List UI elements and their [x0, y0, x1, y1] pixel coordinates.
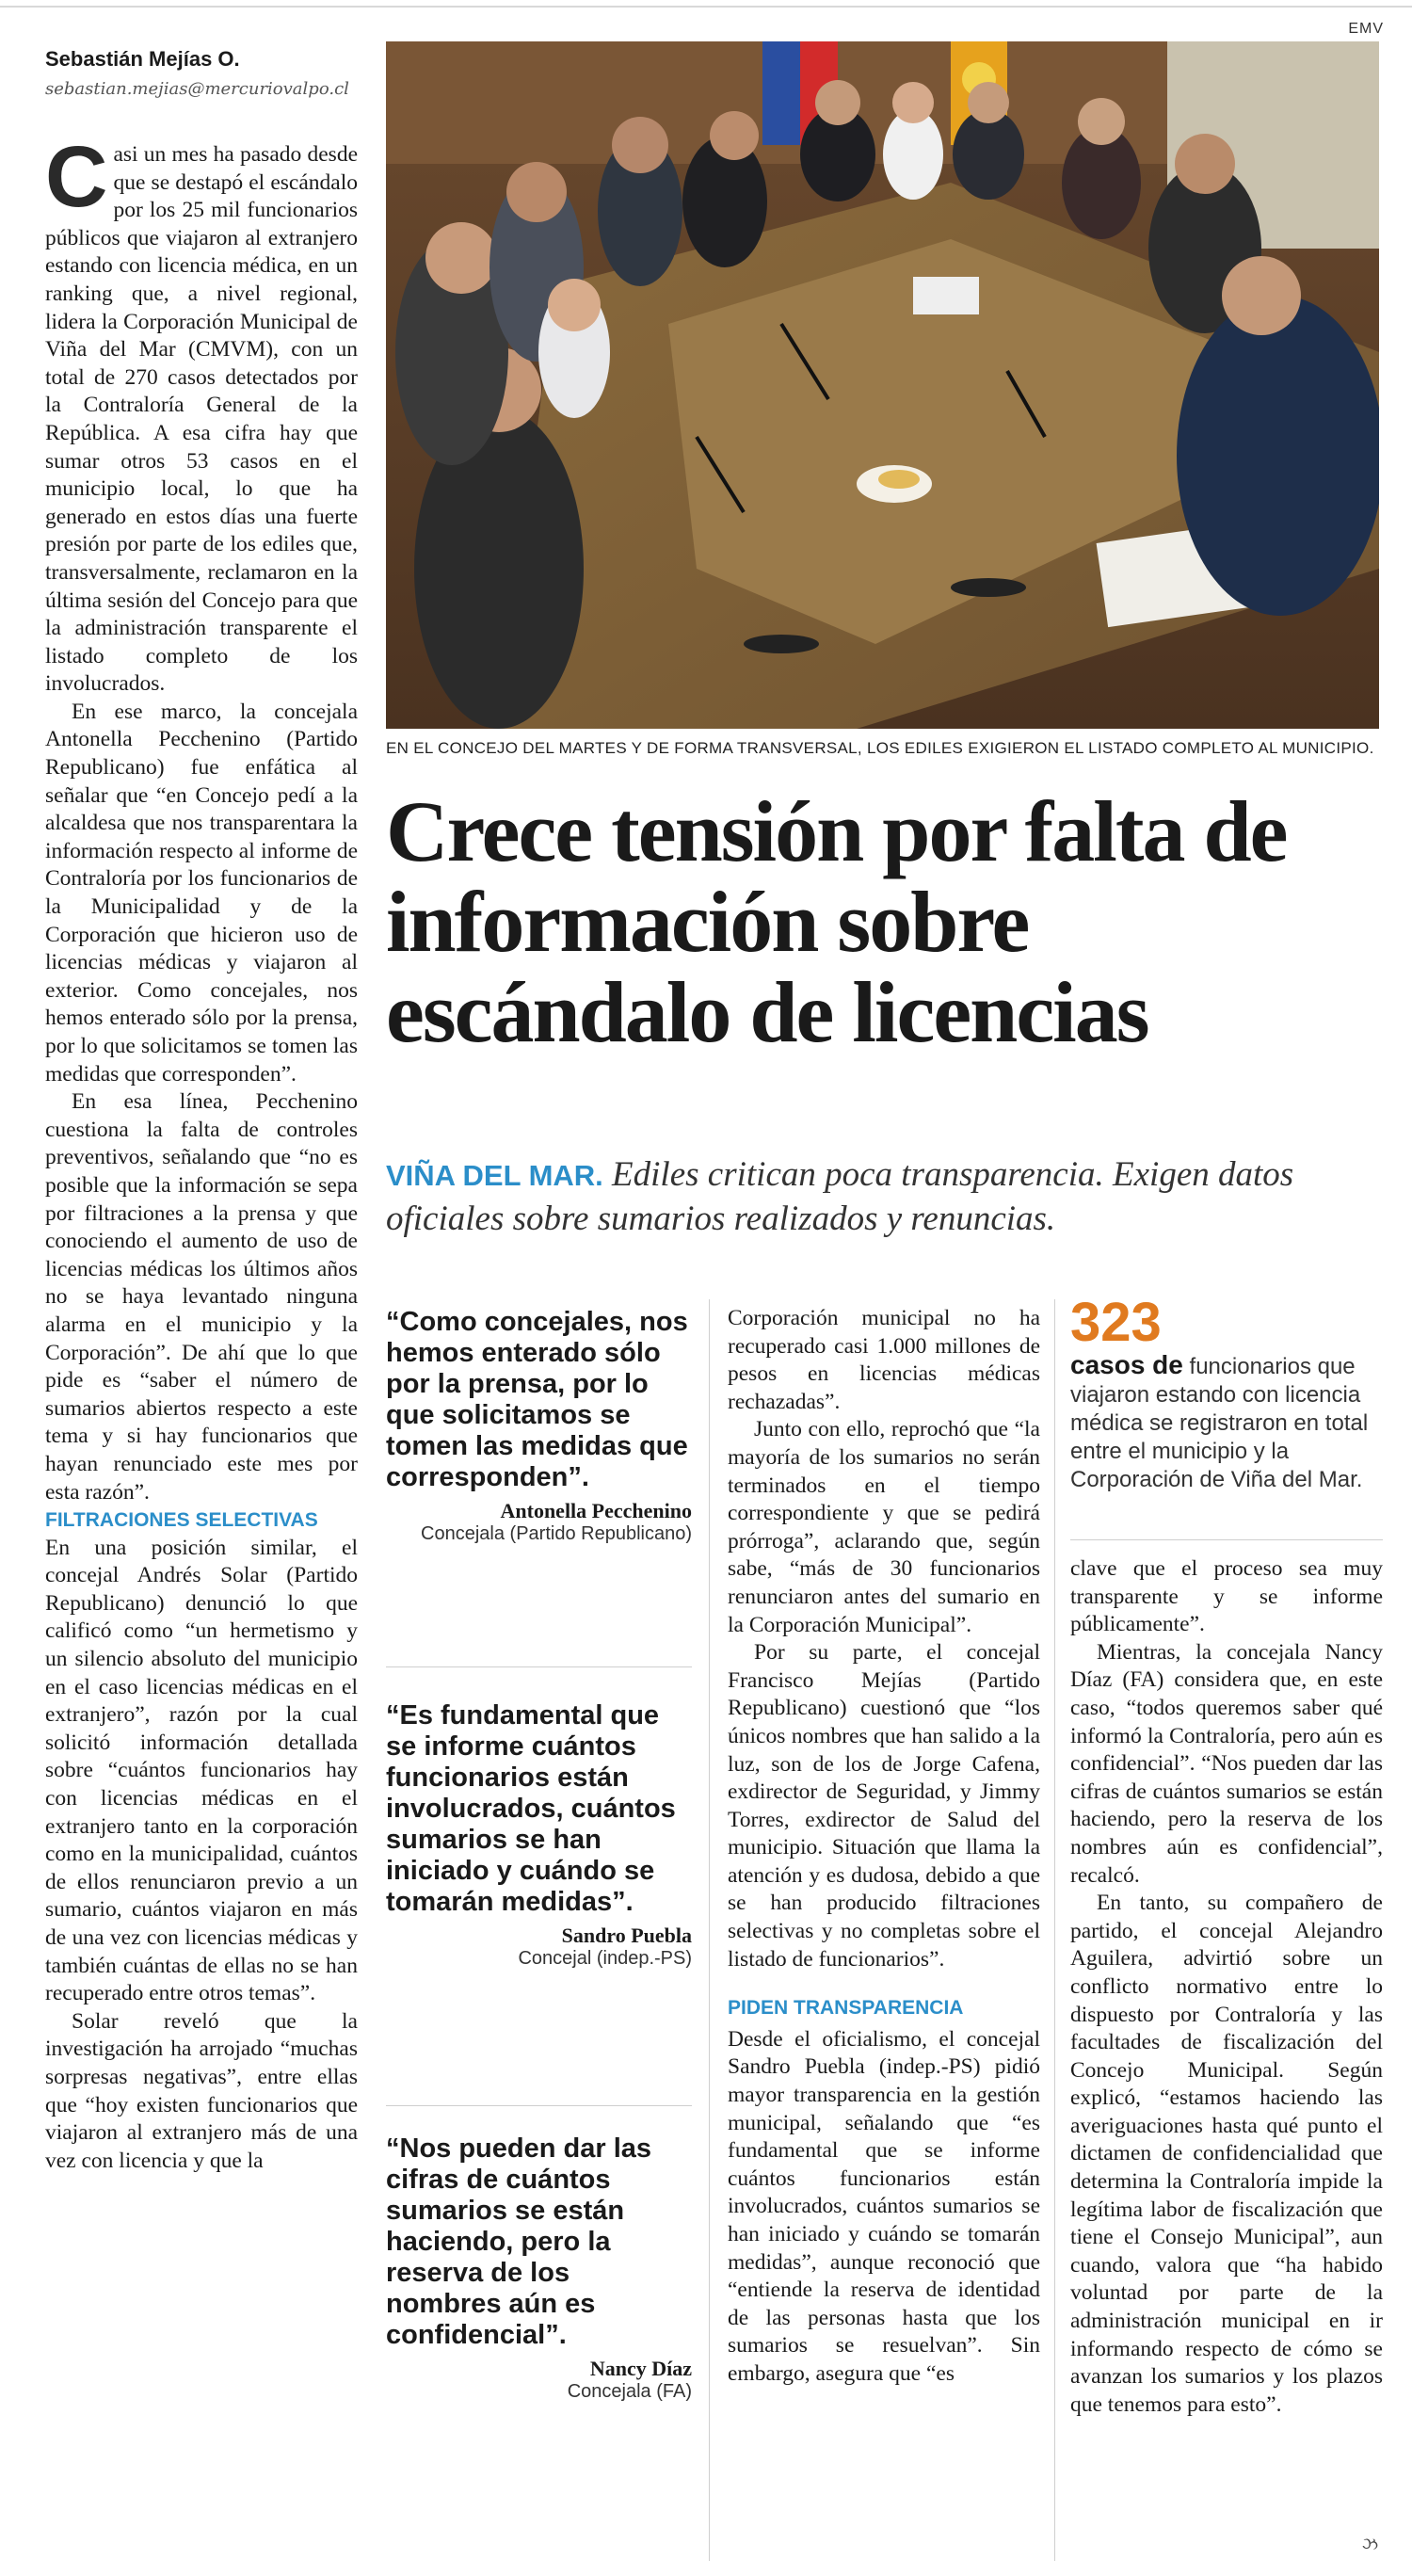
divider — [1070, 1539, 1383, 1540]
paragraph — [45, 129, 358, 699]
deck-text: Ediles critican poca transparencia. Exigen datos oficiales sobre sumarios realizados y renuncias. — [386, 1155, 1294, 1238]
paragraph: Por su parte, el concejal Francisco Mejías (Partido Republicano) cuestionó que “los únicos nombres que han salido a la luz, son de los de Jorge Cafena, exdirector de Seguridad, y Jimmy Torres, exdirector de Salud del municipio. Situación que llama la atención y es dudosa, debido a que se han producido filtraciones selectivas y no completas sobre el listado de funcionarios”. — [728, 1640, 1040, 1972]
body-column-middle — [728, 1305, 1040, 2389]
deck-kicker: VIÑA DEL MAR. — [386, 1159, 603, 1192]
quote-name: Antonella Pecchenino — [500, 1499, 692, 1522]
paragraph: Solar reveló que la investigación ha arrojado “muchas sorpresas negativas”, entre ellas que “hoy existen funcionarios que viajaron al extranjero más de una vez con licencia y que la — [45, 2008, 358, 2173]
paragraph: clave que el proceso sea muy transparente y se informe públicamente”. — [1070, 1556, 1383, 1637]
column-rule — [1054, 1299, 1055, 2561]
headline: Crece tensión por falta de información sobre escándalo de licencias — [386, 783, 1287, 1060]
paragraph: En una posición similar, el concejal Andrés Solar (Partido Republicano) denunció lo que calificó como “un hermetismo y un silencio absoluto del municipio en el caso licencias médicas en el extranjero”, razón por la cual solicitó información detallada sobre “cuántos funcionarios hay con licencias médicas en el extranjero tanto en la corporación como en la municipalidad, cuántos de ellos renunciaron previo a un sumario, cuántos viajaron en más de una vez con licencias médicas y también cuántas de ellas no se han recuperado entre otros temas”. — [45, 1535, 358, 2006]
quote-text: “Nos pueden dar las cifras de cuántos sumarios se están haciendo, pero la reserva de los nombres aún es confidencial”. — [386, 2133, 652, 2350]
deck — [386, 1153, 1384, 1241]
stat-number: 323 — [1070, 1292, 1162, 1353]
paragraph: En ese marco, la concejala Antonella Pecchenino (Partido Republicano) fue enfática al señalar que “en Concejo pedí a la alcaldesa que nos transparentara la información respecto al informe de Contraloría por los funcionarios de la Municipalidad y de la Corporación que hicieron uso de licencias médicas y viajaron al exterior. Como concejales, nos hemos enterado sólo por la prensa, por lo que solicitamos se tomen las medidas que corresponden”. — [45, 699, 358, 1087]
end-mark-icon: ઝ — [1361, 2535, 1378, 2554]
quote-role: Concejala (FA) — [567, 2381, 692, 2402]
stat-description: funcionarios que viajaron estando con licencia médica se registraron en total entre el municipio y la Corporación de Viña del Mar. — [1070, 1354, 1369, 1492]
quote-name: Sandro Puebla — [561, 1924, 692, 1947]
stat-box — [1070, 1292, 1383, 1494]
divider — [386, 2105, 692, 2106]
section-subhead: PIDEN TRANSPARENCIA — [728, 1997, 964, 2020]
quote-role: Concejala (Partido Republicano) — [421, 1523, 692, 1544]
article-photo — [386, 41, 1379, 729]
stat-text — [1070, 1351, 1383, 1494]
author-name: Sebastián Mejías O. — [45, 47, 240, 71]
pull-quote — [386, 2133, 692, 2403]
quote-role: Concejal (indep.-PS) — [518, 1948, 692, 1969]
paragraph: Corporación municipal no ha recuperado casi 1.000 millones de pesos en licencias médicas rechazadas”. — [728, 1306, 1040, 1414]
quote-text: “Como concejales, nos hemos enterado sólo por la prensa, por lo que solicitamos se tomen las medidas que corresponden”. — [386, 1307, 688, 1492]
quote-text: “Es fundamental que se informe cuántos funcionarios están involucrados, cuántos sumarios se han iniciado y cuándo se tomarán medidas”. — [386, 1700, 676, 1917]
paragraph: En esa línea, Pecchenino cuestiona la falta de controles preventivos, señalando que “no es posible que la información se sepa por filtraciones a la prensa y que conociendo el aumento de uso de licencias médicas los últimos años no se haya levantado ninguna alarma en el municipio y la Corporación”. De ahí que lo que pide es “saber el número de sumarios abiertos respecto a este tema y si hay funcionarios que hayan renunciado este mes por esta razón”. — [45, 1089, 358, 1505]
column-rule — [709, 1299, 710, 2561]
photo-credit: EMV — [1348, 21, 1384, 37]
top-rule — [0, 6, 1412, 8]
body-column-right — [1070, 1555, 1383, 2419]
pull-quote — [386, 1700, 692, 1970]
quote-name: Nancy Díaz — [589, 2357, 692, 2380]
divider — [386, 1666, 692, 1667]
paragraph: En tanto, su compañero de partido, el concejal Alejandro Aguilera, advirtió sobre un conflicto normativo entre lo dispuesto por Contraloría y las facultades de fiscalización del Concejo Municipal. Según explicó, “estamos haciendo las averiguaciones hasta qué punto el dictamen de confidencialidad que determina la Contraloría impide la legítima labor de fiscalización que tiene el Consejo Municipal”, aun cuando, valora que “ha habido voluntad por parte de la administración municipal en ir informando respecto de cómo se avanzan los sumarios y los plazos que tenemos para esto”. — [1070, 1891, 1383, 2417]
pull-quote — [386, 1307, 692, 1545]
paragraph: Mientras, la concejala Nancy Díaz (FA) considera que, en este caso, “todos queremos saber qué informó la Contraloría, pero aún es confidencial”. “Nos pueden dar las cifras de cuántos sumarios se están haciendo, pero la reserva de los nombres aún es confidencial”, recalcó. — [1070, 1639, 1383, 1888]
author-email: sebastian.mejias@mercuriovalpo.cl — [45, 79, 349, 99]
section-subhead: FILTRACIONES SELECTIVAS — [45, 1509, 318, 1532]
drop-cap: C — [45, 129, 108, 225]
photo-caption: EN EL CONCEJO DEL MARTES Y DE FORMA TRANSVERSAL, LOS EDILES EXIGIERON EL LISTADO COMPLETO AL MUNICIPIO. — [386, 739, 1374, 757]
body-column-left — [45, 129, 358, 2175]
stat-lead: casos de — [1070, 1350, 1183, 1379]
paragraph: Desde el oficialismo, el concejal Sandro Puebla (indep.-PS) pidió mayor transparencia en la gestión municipal, señalando que “es fundamental que se informe cuántos funcionarios están involucrados, cuántos sumarios se han iniciado y cuándo se tomarán medidas”, aunque reconoció que “entiende la reserva de identidad de las personas hasta que los sumarios se resuelvan”. Sin embargo, asegura que “es — [728, 2026, 1040, 2386]
paragraph-text: asi un mes ha pasado desde que se destapó el escándalo por los 25 mil funcionarios públicos que viajaron al extranjero estando con licencia médica, en un ranking que, a nivel regional, lidera la Corporación Municipal de Viña del Mar (CMVM), con un total de 270 casos detectados por la Contraloría General de la República. A esa cifra hay que sumar otros 53 casos en el municipio local, lo que ha generado en estos días una fuerte presión por parte de los ediles que, transversalmente, reclamaron en la última sesión del Concejo para que la administración transparente el listado completo de los involucrados. — [45, 142, 358, 697]
paragraph: Junto con ello, reprochó que “la mayoría de los sumarios no serán terminados en el tiempo correspondiente y que se pedirá prórroga”, aclarando que, según sabe, “más de 30 funcionarios renunciaron antes del sumario en la Corporación Municipal”. — [728, 1417, 1040, 1637]
